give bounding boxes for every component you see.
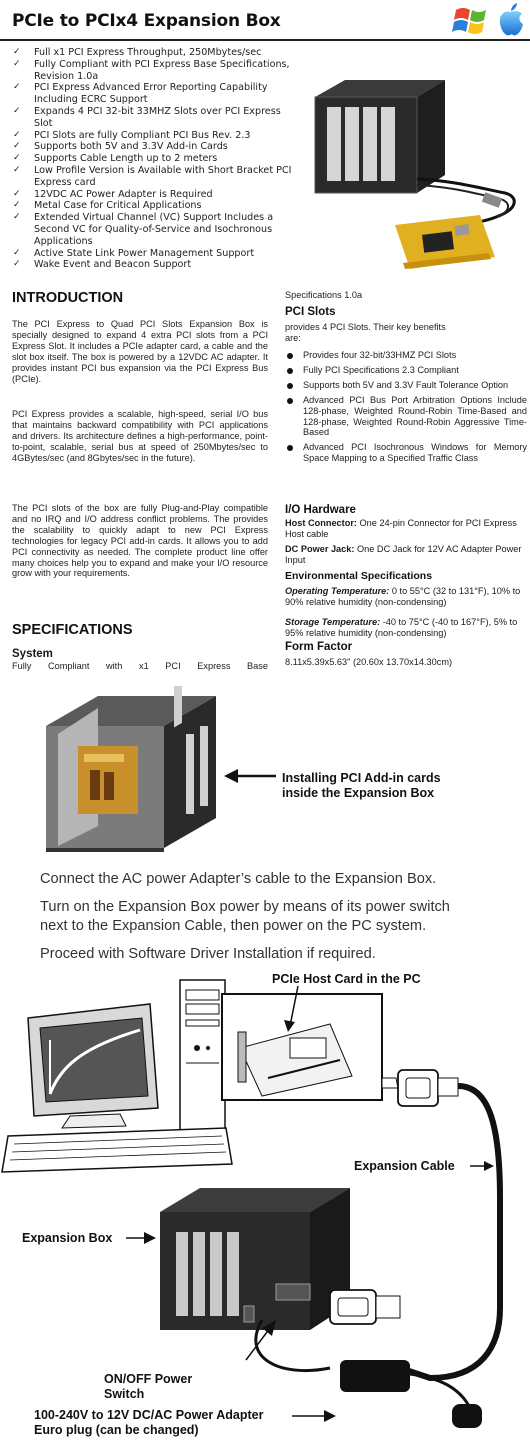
arrow-left-icon [222, 766, 278, 786]
dc-power-jack-label: DC Power Jack: [285, 544, 355, 554]
list-item: Fully PCI Specifications 2.3 Compliant [285, 365, 527, 376]
check-icon: ✓ [13, 200, 21, 211]
feature-item: ✓ 12VDC AC Power Adapter is Required [13, 188, 213, 200]
cable-connector-top [382, 1070, 458, 1106]
page-title: PCIe to PCIx4 Expansion Box [12, 11, 281, 31]
install-caption: Installing PCI Add-in cards inside the Expansion Box [282, 771, 441, 800]
title-divider [0, 39, 530, 41]
list-item: Provides four 32-bit/33HMZ PCI Slots [285, 350, 527, 361]
check-icon: ✓ [13, 153, 21, 164]
check-icon: ✓ [13, 82, 21, 93]
connection-diagram [0, 968, 530, 1443]
feature-item: ✓ PCI Express Advanced Error Reporting Capability Including ECRC Support [13, 82, 268, 106]
host-connector-value: One 24-pin Connector for PCI Express Host cable [285, 518, 517, 539]
keyboard [2, 1128, 232, 1172]
windows-logo-icon [452, 2, 490, 38]
system-text-continued: Specifications 1.0a [285, 290, 363, 300]
check-icon: ✓ [13, 164, 21, 175]
check-icon: ✓ [13, 58, 21, 69]
bullet-icon [287, 368, 293, 374]
intro-paragraph-2: PCI Express provides a scalable, high-speed, serial I/O bus that maintains backward compatibility with PCI applications and drivers. Its architecture defines a high-performance, point-to-point, scalable, serial bus at speed of 250Mbytes/sec to 4GBytes/sec (and 8Gbytes/sec in the future). [12, 409, 268, 463]
list-item: Supports both 5V and 3.3V Fault Tolerance Option [285, 380, 527, 391]
pci-slots-intro: provides 4 PCI Slots. Their key benefits are: [285, 322, 446, 343]
storage-temperature-label: Storage Temperature: [285, 617, 381, 627]
feature-item: ✓ Expands 4 PCI 32-bit 33MHZ Slots over PCI Express Slot [13, 105, 281, 129]
monitor [28, 1004, 158, 1128]
intro-paragraph-3: The PCI slots of the box are fully Plug-and-Play compatible and no IRQ and I/O address conflict problems. The provides the scalability to quickly adapt to new PCI Express technologies for legacy PCI add-in cards. It allows you to add PCI connectivity as needed. The complete product line offer many choices help you to expand and make your I/O resource grow with your requirements. [12, 503, 268, 579]
host-connector-label: Host Connector: [285, 518, 357, 528]
intro-paragraph-1: The PCI Express to Quad PCI Slots Expansion Box is specially designed to expand 4 extra PCI slots from a PCI Express Slot. It includes a PCIe adapter card, a cable and the slot box itself. The box is powered by a 12VDC AC adapter. It provides instant PCI bus expansion via the PCI Express Bus (PCIe). [12, 319, 268, 384]
dc-power-jack-value: One DC Jack for 12V AC Adapter Power Input [285, 544, 522, 565]
operating-temperature-row [285, 586, 527, 608]
list-item: Advanced PCI Bus Port Arbitration Options Include 128-phase, Weighted Round-Robin Time-Based and 128-phase, Weighted Round-Robin Aggressive Time-Based [285, 395, 527, 439]
storage-temperature-value: -40 to 75°C (-40 to 167°F), 5% to 95% relative humidity (non-condensing) [285, 617, 518, 638]
feature-item: ✓ Full x1 PCI Express Throughput, 250Mbytes/sec [13, 47, 262, 58]
bullet-icon [287, 445, 293, 451]
check-icon: ✓ [13, 129, 21, 140]
bullet-icon [287, 398, 293, 404]
list-item: Advanced PCI Isochronous Windows for Memory Space Mapping to a Specified Traffic Class [285, 442, 527, 464]
pci-slots-list [285, 350, 527, 468]
check-icon: ✓ [13, 47, 21, 57]
operating-temperature-value: 0 to 55°C (32 to 131°F), 10% to 90% relative humidity (non-condensing) [285, 586, 521, 607]
feature-item: ✓ Metal Case for Critical Applications [13, 200, 202, 212]
feature-item: ✓ Supports Cable Length up to 2 meters [13, 153, 218, 165]
check-icon: ✓ [13, 141, 21, 152]
environmental-heading: Environmental Specifications [285, 570, 433, 582]
check-icon: ✓ [13, 212, 21, 223]
form-factor-heading: Form Factor [285, 641, 353, 653]
open-expansion-box-image [38, 686, 218, 858]
system-text: Fully Compliant with x1 PCI Express Base [12, 661, 268, 671]
check-icon: ✓ [13, 247, 21, 258]
expansion-cable-label: Expansion Cable [354, 1159, 455, 1173]
specifications-heading: SPECIFICATIONS [12, 622, 133, 638]
step-2-line-2: next to the Expansion Cable, then power on the PC system. [40, 918, 427, 934]
feature-item: ✓ Low Profile Version is Available with Short Bracket PCI Express card [13, 164, 292, 188]
step-3: Proceed with Software Driver Installation if required. [40, 946, 376, 962]
cable-connector-bottom [330, 1290, 400, 1324]
product-photo [305, 75, 525, 275]
feature-item: ✓ Fully Compliant with PCI Express Base Specifications, Revision 1.0a [13, 58, 290, 82]
form-factor-value: 8.11x5.39x5.63" (20.60x 13.70x14.30cm) [285, 657, 453, 667]
feature-item: ✓ Active State Link Power Management Support [13, 247, 255, 259]
power-switch-label: ON/OFF Power Switch [104, 1372, 193, 1401]
dc-power-jack-row [285, 544, 527, 566]
expansion-box-label: Expansion Box [22, 1231, 113, 1245]
pc-tower [180, 980, 225, 1130]
introduction-heading: INTRODUCTION [12, 290, 124, 306]
operating-temperature-label: Operating Temperature: [285, 586, 390, 596]
feature-item: ✓ Extended Virtual Channel (VC) Support Includes a Second VC for Quality-of-Service and Isochronous Applications [13, 212, 274, 247]
feature-list [12, 47, 302, 271]
storage-temperature-row [285, 617, 527, 639]
step-1: Connect the AC power Adapter’s cable to the Expansion Box. [40, 871, 437, 887]
power-adapter-label: 100-240V to 12V DC/AC Power Adapter Euro plug (can be changed) [34, 1408, 264, 1437]
io-hardware-heading: I/O Hardware [285, 504, 356, 516]
expansion-box [160, 1188, 350, 1330]
check-icon: ✓ [13, 259, 21, 270]
check-icon: ✓ [13, 188, 21, 199]
host-connector-row [285, 518, 527, 540]
feature-item: ✓ PCI Slots are fully Compliant PCI Bus Rev. 2.3 [13, 129, 251, 141]
system-heading: System [12, 648, 53, 660]
feature-item: ✓ Supports both 5V and 3.3V Add-in Cards [13, 141, 228, 153]
apple-logo-icon [496, 2, 526, 38]
host-card-label: PCIe Host Card in the PC [272, 972, 421, 986]
check-icon: ✓ [13, 105, 21, 116]
step-2-line-1: Turn on the Expansion Box power by means of its power switch [40, 899, 450, 915]
bullet-icon [287, 383, 293, 389]
pci-slots-heading: PCI Slots [285, 306, 336, 318]
feature-item: ✓ Wake Event and Beacon Support [13, 259, 192, 271]
bullet-icon [287, 353, 293, 359]
